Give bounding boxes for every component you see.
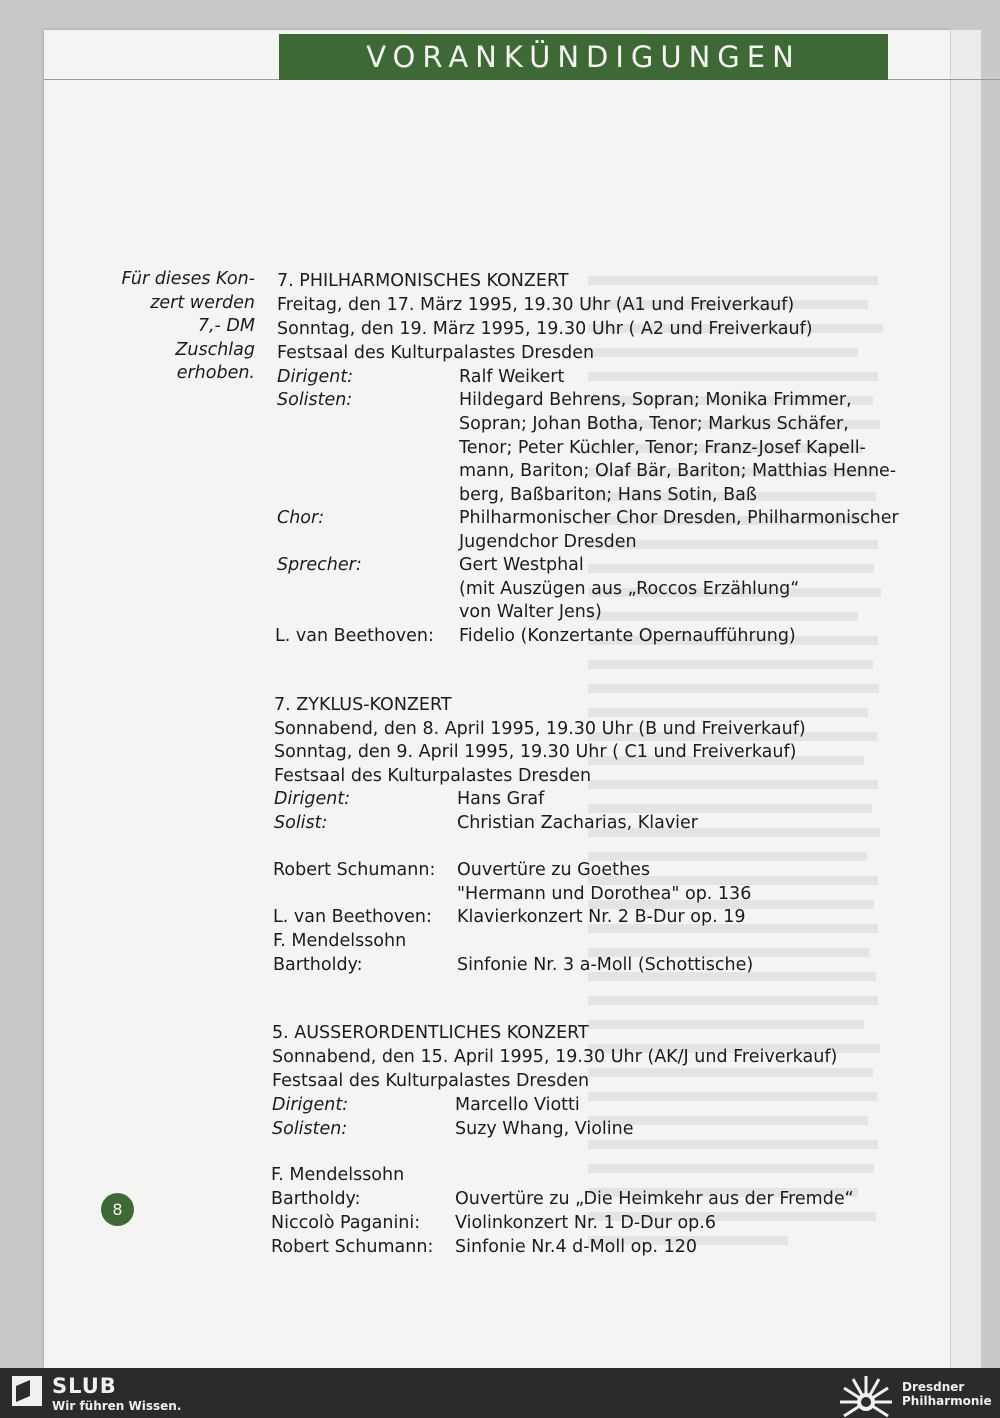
sidenote-line: Zuschlag (175, 339, 255, 360)
section-banner: VORANKÜNDIGUNGEN (279, 34, 888, 80)
concert2-title: 7. ZYKLUS-KONZERT (274, 695, 452, 715)
surcharge-sidenote (100, 268, 255, 386)
concert2-date2: Sonntag, den 9. April 1995, 19.30 Uhr ( C1 und Freiverkauf) (274, 742, 797, 762)
partner-line: Philharmonie (902, 1394, 992, 1408)
slub-logo-icon[interactable] (12, 1376, 42, 1406)
concert1-soloists-label: Solisten: (277, 390, 353, 410)
concert1-speaker-line: von Walter Jens) (459, 602, 602, 622)
header-rule-right (888, 79, 1000, 80)
concert3-p3-composer: Robert Schumann: (271, 1237, 434, 1257)
concert3-conductor-label: Dirigent: (272, 1095, 349, 1115)
sidenote-line: 7,- DM (197, 316, 255, 337)
partner-name (902, 1380, 992, 1408)
concert3-date1: Sonnabend, den 15. April 1995, 19.30 Uhr (AK/J und Freiverkauf) (272, 1047, 838, 1067)
concert1-speaker-label: Sprecher: (277, 555, 362, 575)
slub-tagline: Wir führen Wissen. (52, 1399, 182, 1413)
concert3-p2-work: Violinkonzert Nr. 1 D-Dur op.6 (455, 1213, 716, 1233)
concert1-soloists-line: berg, Baßbariton; Hans Sotin, Baß (459, 485, 757, 505)
header-rule-left (44, 79, 279, 80)
concert3-p2-composer: Niccolò Paganini: (271, 1213, 421, 1233)
concert3-title: 5. AUSSERORDENTLICHES KONZERT (272, 1023, 589, 1043)
dresdner-philharmonie-logo-icon[interactable] (838, 1368, 894, 1418)
concert1-title: 7. PHILHARMONISCHES KONZERT (277, 271, 569, 291)
sidenote-line: zert werden (150, 292, 255, 313)
concert3-venue: Festsaal des Kulturpalastes Dresden (272, 1071, 590, 1091)
concert1-choir-label: Chor: (277, 508, 325, 528)
concert1-date2: Sonntag, den 19. März 1995, 19.30 Uhr ( A2 und Freiverkauf) (277, 319, 813, 339)
concert1-program-composer: L. van Beethoven: (275, 626, 434, 646)
concert2-p1-work-line: "Hermann und Dorothea" op. 136 (457, 884, 752, 904)
concert2-p3-composer-line: Bartholdy: (273, 955, 363, 975)
concert1-speaker-line: (mit Auszügen aus „Roccos Erzählung“ (459, 579, 800, 599)
concert1-soloists-line: Tenor; Peter Küchler, Tenor; Franz-Josef Kapell- (459, 438, 866, 458)
sidenote-line: erhoben. (176, 363, 255, 384)
concert1-program-work: Fidelio (Konzertante Opernaufführung) (459, 626, 796, 646)
concert2-conductor: Hans Graf (457, 789, 545, 809)
next-page-edge (950, 30, 981, 1368)
concert2-p2-work: Klavierkonzert Nr. 2 B-Dur op. 19 (457, 907, 746, 927)
footer-bar (0, 1368, 1000, 1418)
concert3-soloist: Suzy Whang, Violine (455, 1119, 634, 1139)
concert2-soloist-label: Solist: (274, 813, 328, 833)
concert1-soloists-line: mann, Bariton; Olaf Bär, Bariton; Matthias Henne- (459, 461, 897, 481)
concert1-date1: Freitag, den 17. März 1995, 19.30 Uhr (A1 und Freiverkauf) (277, 295, 795, 315)
concert2-p2-composer: L. van Beethoven: (273, 907, 432, 927)
concert2-p3-work: Sinfonie Nr. 3 a-Moll (Schottische) (457, 955, 754, 975)
concert3-p1-work: Ouvertüre zu „Die Heimkehr aus der Fremde“ (455, 1189, 854, 1209)
concert3-p3-work: Sinfonie Nr.4 d-Moll op. 120 (455, 1237, 698, 1257)
concert2-p3-composer-line: F. Mendelssohn (273, 931, 407, 951)
concert1-speaker-line: Gert Westphal (459, 555, 584, 575)
concert3-conductor: Marcello Viotti (455, 1095, 580, 1115)
concert2-soloist: Christian Zacharias, Klavier (457, 813, 699, 833)
concert2-conductor-label: Dirigent: (274, 789, 351, 809)
concert1-conductor: Ralf Weikert (459, 367, 565, 387)
partner-line: Dresdner (902, 1380, 965, 1394)
sidenote-line: Für dieses Kon- (121, 269, 255, 289)
slub-name[interactable]: SLUB (52, 1374, 117, 1398)
concert1-venue: Festsaal des Kulturpalastes Dresden (277, 343, 595, 363)
concert1-conductor-label: Dirigent: (277, 367, 354, 387)
concert3-soloists-label: Solisten: (272, 1119, 348, 1139)
concert3-p1-composer-line: F. Mendelssohn (271, 1165, 405, 1185)
concert1-soloists-line: Sopran; Johan Botha, Tenor; Markus Schäfer, (459, 414, 849, 434)
concert2-p1-work-line: Ouvertüre zu Goethes (457, 860, 650, 880)
concert2-p1-composer: Robert Schumann: (273, 860, 436, 880)
concert3-p1-composer-line: Bartholdy: (271, 1189, 361, 1209)
concert1-choir-line: Jugendchor Dresden (459, 532, 637, 552)
concert2-date1: Sonnabend, den 8. April 1995, 19.30 Uhr (B und Freiverkauf) (274, 719, 806, 739)
page-number-badge: 8 (101, 1193, 134, 1226)
concert2-venue: Festsaal des Kulturpalastes Dresden (274, 766, 592, 786)
concert1-choir-line: Philharmonischer Chor Dresden, Philharmonischer (459, 508, 899, 528)
concert1-soloists-line: Hildegard Behrens, Sopran; Monika Frimmer, (459, 390, 852, 410)
